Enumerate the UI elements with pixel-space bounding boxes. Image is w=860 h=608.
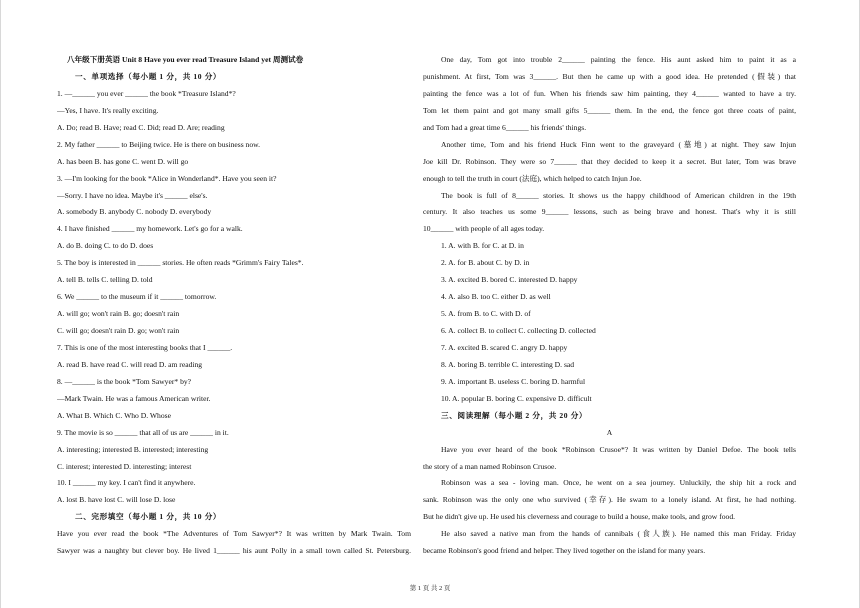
left-column-line: 10. I ______ my key. I can't find it anywhere.	[57, 478, 196, 488]
left-column-line: A. read B. have read C. will read D. am reading	[57, 359, 203, 369]
right-column-line: The book is full of 8______ stories. It shows us the happy childhood of American children in the 19th	[441, 190, 796, 200]
left-column-line: —Yes, I have. It's really exciting.	[57, 105, 159, 115]
left-column-line: 1. —______ you ever ______ the book *Treasure Island*?	[57, 88, 236, 98]
left-column-line: —Sorry. I have no idea. Maybe it's ______ else's.	[57, 190, 208, 200]
right-column-line: 6. A. collect B. to collect C. collecting D. collected	[441, 326, 596, 335]
right-column-line: century. It also teaches us some 9______ lessons, such as being brave and honest. That's why it is still	[423, 207, 796, 217]
left-column-line: C. interest; interested D. interesting; interest	[57, 461, 192, 471]
right-column-line: the story of a man named Robinson Crusoe.	[423, 461, 557, 471]
left-column-line: 8. —______ is the book *Tom Sawyer* by?	[57, 376, 192, 386]
left-column-line: 2. My father ______ to Beijing twice. He is there on business now.	[57, 139, 261, 149]
page-footer: 第 1 页 共 2 页	[409, 585, 451, 592]
left-column-line: A. lost B. have lost C. will lose D. lose	[57, 495, 176, 505]
left-column-line: A. tell B. tells C. telling D. told	[57, 275, 153, 285]
right-column	[423, 52, 796, 560]
right-column-line: 2. A. for B. about C. by D. in	[441, 258, 530, 268]
right-column-line: 5. A. from B. to C. with D. of	[441, 309, 531, 319]
right-column-line: One day, Tom got into trouble 2______ painting the fence. His aunt asked him to paint it as a	[441, 55, 796, 64]
right-column-line: painting the fence was a lot of fun. When his friends saw him painting, they 4______ wanted to have a try.	[423, 88, 796, 98]
right-column-line: 1. A. with B. for C. at D. in	[441, 241, 524, 251]
left-column-line: 八年级下册英语 Unit 8 Have you ever read Treasure Island yet 周测试卷	[67, 55, 304, 64]
right-column-line: 10______ with people of all ages today.	[423, 224, 545, 234]
right-column-line: He also saved a native man from the hands of cannibals (食人族). He named this man Friday. Friday	[441, 529, 796, 539]
right-column-line: and Tom had a great time 6______ his friends' things.	[423, 122, 587, 132]
left-column-line: A. will go; won't rain B. go; doesn't rain	[57, 309, 180, 319]
left-column-line: A. Do; read B. Have; read C. Did; read D. Are; reading	[57, 122, 225, 132]
left-column-line: Sawyer was a naughty but clever boy. He lived 1______ his aunt Polly in a small town called St. Petersburg.	[57, 546, 411, 556]
left-column-line: 二、完形填空（每小题 1 分，共 10 分）	[75, 512, 222, 522]
right-column-line: But he didn't give up. He used his cleverness and courage to build a house, make tools, and grow food.	[423, 512, 736, 522]
right-column-line: 3. A. excited B. bored C. interested D. happy	[441, 275, 578, 285]
left-column-line: 4. I have finished ______ my homework. Let's go for a walk.	[57, 224, 243, 234]
left-column-line: A. interesting; interested B. interested; interesting	[57, 444, 209, 454]
left-column-line: 7. This is one of the most interesting books that I ______.	[57, 342, 233, 352]
right-column-line: Joe kill Dr. Robinson. They were so 7______ that they decided to keep it a secret. But later, Tom was brave	[423, 156, 796, 166]
right-column-line: enough to tell the truth in court (法庭), which helped to catch Injun Joe.	[423, 173, 642, 183]
right-column-line: Have you ever heard of the book *Robinson Crusoe*? It was written by Daniel Defoe. The book tells	[441, 444, 796, 454]
right-column-line: Tom let them paint and got many small gifts 5______ them. In the end, the fence got three coats of paint,	[423, 105, 796, 115]
right-column-line: 10. A. popular B. boring C. expensive D. difficult	[441, 393, 592, 403]
right-column-line: punishment. At first, Tom was 3______. But then he came up with a good idea. He pretended (假装) that	[423, 71, 796, 81]
left-column-line: 3. —I'm looking for the book *Alice in Wonderland*. Have you seen it?	[57, 173, 277, 183]
right-column-line: 8. A. boring B. terrible C. interesting D. sad	[441, 359, 575, 369]
left-column-line: A. What B. Which C. Who D. Whose	[57, 410, 171, 420]
left-column-line: 一、单项选择（每小题 1 分，共 10 分）	[75, 71, 222, 81]
left-column-line: Have you ever read the book *The Adventures of Tom Sawyer*? It was written by Mark Twain. Tom	[57, 529, 411, 539]
page-edge-left	[0, 0, 1, 608]
left-column-line: A. has been B. has gone C. went D. will go	[57, 156, 189, 166]
right-column-line: 4. A. also B. too C. either D. as well	[441, 292, 551, 302]
right-column-line: became Robinson's good friend and helper. They lived together on the island for many years.	[423, 546, 706, 556]
left-column-line: 6. We ______ to the museum if it ______ tomorrow.	[57, 292, 217, 302]
right-column-line: sank. Robinson was the only one who survived (幸存). He swam to a lonely island. At first, he had nothing.	[423, 495, 796, 505]
left-column-line: 5. The boy is interested in ______ stories. He often reads *Grimm's Fairy Tales*.	[57, 258, 304, 268]
right-column-line: 三、阅读理解（每小题 2 分，共 20 分）	[441, 410, 588, 420]
left-column-line: A. do B. doing C. to do D. does	[57, 241, 154, 251]
right-column-line: A	[606, 427, 613, 437]
right-column-line: Another time, Tom and his friend Huck Finn went to the graveyard (墓地) at night. They saw Injun	[441, 139, 796, 149]
right-column-line: Robinson was a sea - loving man. Once, he went on a sea journey. Unluckily, the ship hit a rock and	[441, 478, 796, 488]
left-column	[57, 52, 411, 560]
left-column-line: C. will go; doesn't rain D. go; won't rain	[57, 326, 180, 335]
left-column-line: 9. The movie is so ______ that all of us are ______ in it.	[57, 427, 229, 437]
right-column-line: 9. A. important B. useless C. boring D. harmful	[441, 376, 586, 386]
left-column-line: A. somebody B. anybody C. nobody D. everybody	[57, 207, 212, 217]
right-column-line: 7. A. excited B. scared C. angry D. happy	[441, 342, 568, 352]
left-column-line: —Mark Twain. He was a famous American writer.	[57, 393, 211, 403]
